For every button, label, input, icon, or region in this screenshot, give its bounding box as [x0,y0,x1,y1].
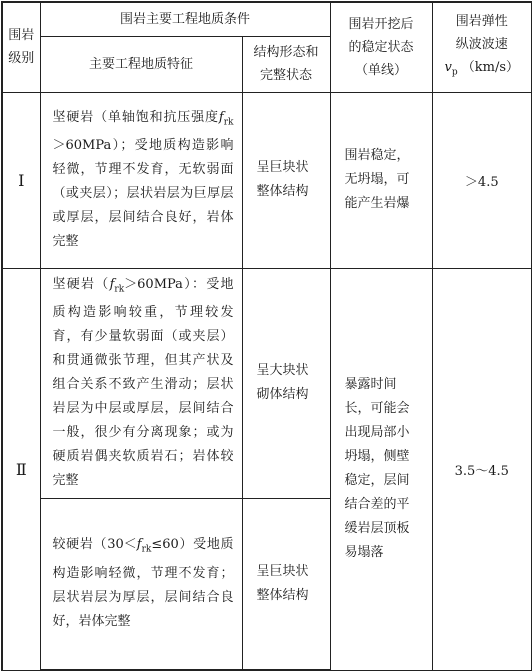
stability-cell-1 [330,92,432,268]
header-features: 主要工程地质特征 [40,36,242,92]
features-2-part-b: ＞60MPa）：受地质构造影响较重，节理较发育，有少量软弱面（或夹层）和贯通微张节理，但其产状及组合关系不致产生滑动；层状岩层为中层或厚层，层间结合一般，很少有分离现象；或为硬质岩偶夹软质岩石；岩体较完整 [52,276,234,489]
header-grade-line1: 围岩 [8,28,35,44]
structure-cell-1 [242,92,330,268]
features-3-subscript: rk [141,545,152,556]
features-cell-3 [40,498,242,670]
table-row [2,92,532,268]
stability-2-text: 暴露时间长，可能会出现局部小坍塌，侧壁稳定，层间结合差的平缓岩层顶板易塌落 [344,377,410,560]
header-grade-line2: 级别 [8,51,35,67]
header-stability-line2: 的稳定状态 [348,39,414,55]
velocity-symbol: v [444,59,452,75]
features-2-symbol: f [109,276,115,292]
velocity-unit: （km/s） [461,59,520,75]
header-velocity-line3 [445,56,520,85]
header-stability-line1: 围岩开挖后 [348,16,414,32]
stability-cell-2 [330,268,432,670]
features-cell-2 [40,268,242,498]
rock-classification-table [1,1,532,671]
stability-1-text: 围岩稳定，无坍塌，可能产生岩爆 [344,148,410,211]
velocity-cell-1: ＞4.5 [432,92,532,268]
header-stability-line3: （单线） [355,62,408,78]
features-1-part-a: 坚硬岩（单轴饱和抗压强度 [52,109,219,125]
header-structure [242,36,330,92]
features-cell-1 [40,92,242,268]
header-velocity-line1: 围岩弹性 [455,13,508,29]
header-velocity [432,2,532,92]
velocity-subscript: p [451,67,458,78]
header-grade [2,2,40,92]
velocity-cell-2: 3.5～4.5 [432,268,532,670]
table-row [2,268,532,498]
structure-cell-3 [242,498,330,670]
header-velocity-line2: 纵波波速 [455,36,508,52]
structure-3-text: 呈巨块状整体结构 [256,563,309,603]
features-1-part-b: ＞60MPa）；受地质构造影响轻微，节理不发育，无软弱面（或夹层）；层状岩层为巨厚层或厚层，层间结合良好，岩体完整 [52,138,234,250]
header-structure-line1: 结构形态和 [253,45,319,60]
features-1-subscript: rk [223,117,234,128]
header-conditions-group: 围岩主要工程地质条件 [40,2,330,36]
features-1-symbol: f [218,109,224,125]
features-3-symbol: f [136,537,142,553]
features-2-subscript: rk [114,284,125,295]
features-3-part-b: ≤60）受地质构造影响轻微，节理不发育；层状岩层为厚层，层间结合良好，岩体完整 [52,537,234,630]
features-3-part-a: 较硬岩（30＜ [52,537,137,553]
features-2-part-a: 坚硬岩（ [52,276,110,292]
structure-1-text: 呈巨块状整体结构 [256,160,309,199]
header-structure-line2: 完整状态 [260,68,313,83]
grade-cell-1: Ⅰ [2,92,40,268]
grade-cell-2: Ⅱ [2,268,40,670]
structure-2-text: 呈大块状砌体结构 [256,363,309,402]
header-stability [330,2,432,92]
structure-cell-2 [242,268,330,498]
